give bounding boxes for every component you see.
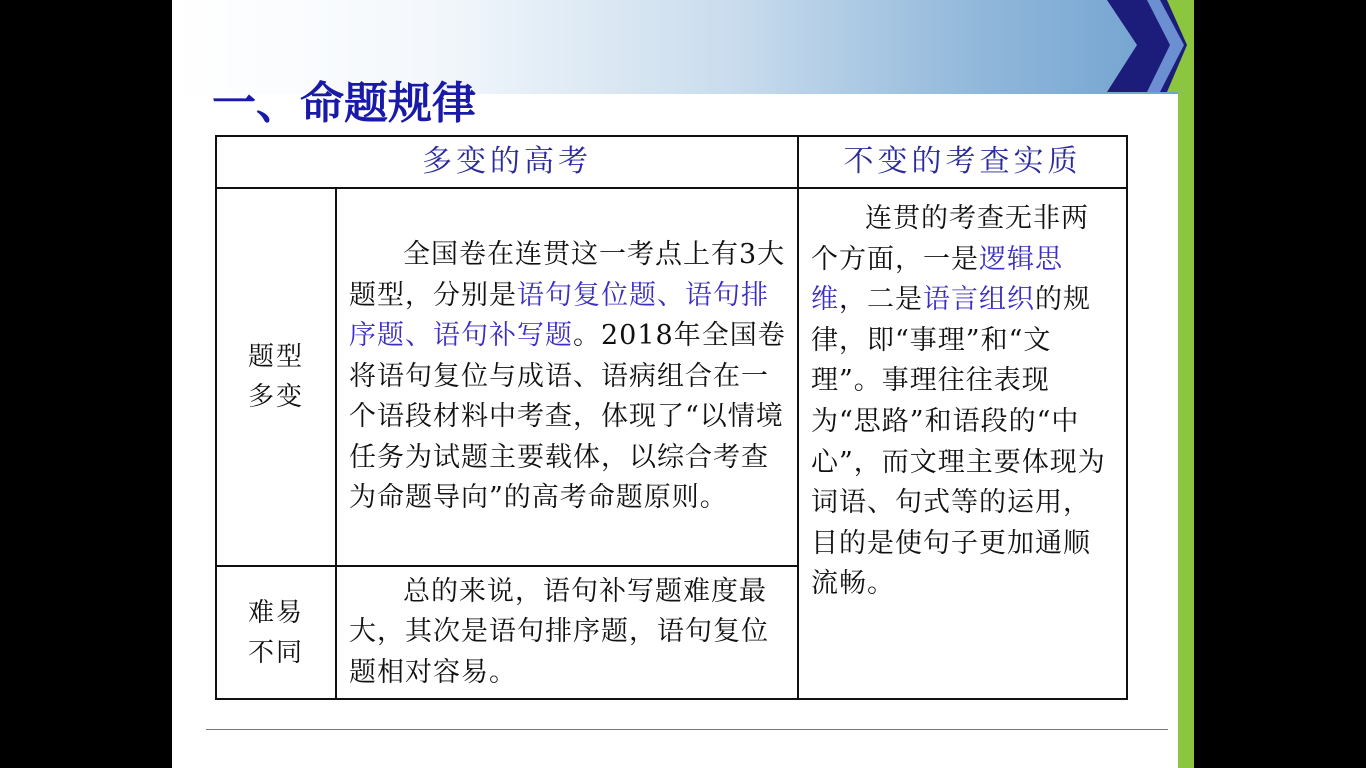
content-text: ，二是 xyxy=(839,284,923,316)
row-label-line1: 题型 xyxy=(247,342,304,372)
right-column-cell xyxy=(798,188,1127,699)
highlight-text: 语言组织 xyxy=(923,284,1035,316)
content-text: 总的来说，语句补写题难度最大，其次是语句排序题，语句复位题相对容易。 xyxy=(349,575,769,688)
content-text: 连贯的考查无非两个方面，一是 xyxy=(811,203,1089,275)
row-label-line2: 多变 xyxy=(247,382,304,412)
table-header-row xyxy=(216,136,1127,188)
header-left-cell: 多变的高考 xyxy=(216,136,798,188)
row-label-cell xyxy=(216,188,336,566)
content-text: 全国卷在连贯这一考点上有3大题型，分别是 xyxy=(349,238,786,311)
table-row xyxy=(216,188,1127,566)
slide xyxy=(172,0,1194,768)
highlight-text: 语句复位题、语句排序题、语句补写题 xyxy=(349,279,769,352)
row-label-cell xyxy=(216,566,336,699)
content-table xyxy=(215,135,1128,700)
content-text: 的规律，即“事理”和“文理”。事理往往表现为“思路”和语段的“中心”，而文理主要体现为词语、句式等的运用，目的是使句子更加通顺流畅。 xyxy=(811,284,1106,600)
highlight-text: 逻辑思维 xyxy=(811,243,1063,316)
row-label-line2: 不同 xyxy=(247,637,304,668)
slide-title: 一、命题规律 xyxy=(212,78,476,129)
row-label-line1: 难易 xyxy=(247,597,304,628)
row-content-cell xyxy=(336,566,798,699)
header-right-cell: 不变的考查实质 xyxy=(798,136,1127,188)
bottom-divider xyxy=(206,729,1168,730)
row-content-cell xyxy=(336,188,798,566)
content-text: 。2018年全国卷将语句复位与成语、语病组合在一个语段材料中考查，体现了“以情境任务为试题主要载体，以综合考查为命题导向”的高考命题原则。 xyxy=(349,320,786,514)
